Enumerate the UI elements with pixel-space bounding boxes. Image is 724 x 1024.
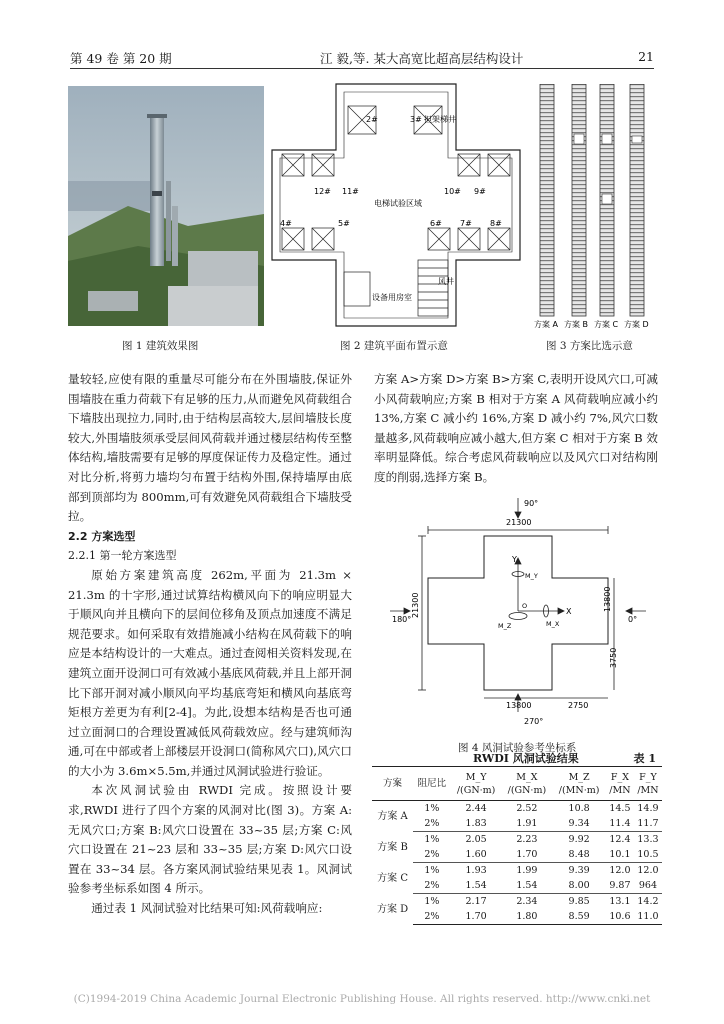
table-row: 方案 C 1% 1.93 1.99 9.39 12.0 12.0 xyxy=(377,865,659,884)
figure-4-coordinate-system xyxy=(388,494,650,730)
table-row: 2% 1.60 1.70 8.48 10.1 10.5 xyxy=(372,847,662,863)
subsection-heading-2-2-1: 2.2.1 第一轮方案选型 xyxy=(68,549,177,563)
section-heading-2-2: 2.2 方案选型 xyxy=(68,529,136,543)
plan-label-7: 7# xyxy=(460,219,472,228)
figure-3-scheme-comparison xyxy=(534,84,658,332)
angle-180-label: 180° xyxy=(392,615,412,624)
plan-label-stretcher: 担架梯井 xyxy=(424,115,456,124)
width-dimension: 21300 xyxy=(506,518,532,527)
scheme-a-label: 方案 A xyxy=(534,320,559,329)
inner-horizontal-dimension: 13800 xyxy=(506,701,532,710)
left-paragraph-2: 原始方案建筑高度 262m,平面为 21.3m × 21.3m 的十字形,通过试算结构横风向下的响应明显大于顺风向并且横向下的层间位移角及顶点加速度不满足规范要求。如何采取有效措施减小结构在风荷载下的响应是本结构设计的一大难点。通过查阅相关资料发现,在建筑立面开设洞口可有效减小基底风荷载,并且上部开洞比下部开洞对减小顺风向平均基底弯矩和横风向基底弯矩根方差更为有利[2-4]。为此,设想本结构是否也可通过立面洞口的合理设置减低风荷载效应。经与建筑师沟通,可在中部或者上部楼层开设洞口(简称风穴口),风穴口的大小为 3.6m×5.5m,并通过风洞试验进行验证。 xyxy=(68,567,352,778)
table-header-mx: M_X /(GN·m) xyxy=(502,767,553,801)
table-number: 表 1 xyxy=(633,752,656,765)
journal-volume: 第 49 卷 第 20 期 xyxy=(70,51,172,66)
page-number: 21 xyxy=(638,49,654,64)
angle-90-label: 90° xyxy=(524,499,539,508)
right-paragraph-1: 方案 A>方案 D>方案 B>方案 C,表明开设风穴口,可减小风荷载响应;方案 B 相对于方案 A 风荷载响应减小约 13%,方案 C 减小约 16%,方案 D 减小约 7%,风穴口数量越多,风荷载响应减小越大,但方案 C 相对于方案 B 效率明显降低。综合考虑风荷载响应以及风穴口对结构刚度的削弱,选择方案 B。 xyxy=(374,372,658,484)
table-row: 2% 1.54 1.54 8.00 9.87 964 xyxy=(372,878,662,894)
left-paragraph-3: 本次风洞试验由 RWDI 完成。按照设计要求,RWDI 进行了四个方案的风洞对比(图 3)。方案 A:无风穴口;方案 B:风穴口设置在 33~35 层;方案 C:风穴口设置在 21~23 层和 33~35 层;方案 D:风穴口设置在 33~34 层。各方案风洞试验结果见表 1。风洞试验参考坐标系如图 4 所示。 xyxy=(68,783,352,896)
scheme-d-label: 方案 D xyxy=(624,320,649,329)
plan-label-6: 6# xyxy=(430,219,442,228)
plan-label-11: 11# xyxy=(342,187,359,196)
edge-horizontal-dimension: 2750 xyxy=(568,701,589,710)
y-axis-label: Y xyxy=(512,555,517,564)
my-label: M_Y xyxy=(525,572,538,580)
height-dimension: 21300 xyxy=(411,592,420,618)
plan-label-4: 4# xyxy=(280,219,292,228)
angle-270-label: 270° xyxy=(524,717,544,726)
scheme-c-label: 方案 C xyxy=(594,320,619,329)
figure-1-building-rendering xyxy=(68,86,264,326)
page-header xyxy=(70,47,654,69)
figure-2-caption: 图 2 建筑平面布置示意 xyxy=(340,340,448,352)
plan-label-10: 10# xyxy=(444,187,461,196)
figure-3-caption: 图 3 方案比选示意 xyxy=(546,340,633,352)
plan-label-3: 3# xyxy=(410,115,422,124)
edge-vertical-dimension: 3750 xyxy=(609,647,618,668)
left-paragraph-4: 通过表 1 风洞试验对比结果可知:风荷载响应: xyxy=(91,901,323,916)
left-paragraph-1: 量较轻,应使有限的重量尽可能分布在外围墙肢,保证外围墙肢在重力荷载下有足够的压力,从而避免风荷载组合下墙肢出现拉力,同时,由于结构层高较大,层间墙肢长度较大,外围墙肢须承受层间风荷载并通过楼层结构传至整体结构,墙肢需要有足够的厚度保证传力及稳定性。通过对比分析,将剪力墙均匀布置于结构外围,保持墙厚由底部到顶部均为 800mm,可有效避免风荷载组合下墙肢受拉。 xyxy=(68,372,352,524)
table-row: 方案 A 1% 2.44 2.52 10.8 14.5 14.9 xyxy=(377,803,659,822)
table-row: 方案 D 1% 2.17 2.34 9.85 13.1 14.2 xyxy=(376,896,659,915)
inner-vertical-dimension: 13800 xyxy=(603,586,612,612)
left-column xyxy=(68,370,352,919)
table-row: 2% 1.70 1.80 8.59 10.6 11.0 xyxy=(372,909,662,925)
plan-label-zone: 电梯试验区域 xyxy=(374,199,422,208)
mx-label: M_X xyxy=(546,620,560,628)
figure-4-caption: 图 4 风洞试验参考坐标系 xyxy=(458,742,577,754)
plan-label-2: 2# xyxy=(366,115,378,124)
plan-label-12: 12# xyxy=(314,187,331,196)
table-header-fy: F_Y /MN xyxy=(634,767,662,801)
wind-tunnel-results-table xyxy=(372,766,662,925)
plan-label-8: 8# xyxy=(490,219,502,228)
table-title: RWDI 风洞试验结果 xyxy=(473,752,579,765)
table-header-my: M_Y /(GN·m) xyxy=(451,767,502,801)
plan-label-9: 9# xyxy=(474,187,486,196)
table-header-scheme: 方案 xyxy=(372,767,413,801)
x-axis-label: X xyxy=(566,607,572,616)
angle-0-label: 0° xyxy=(628,615,638,624)
copyright-footer: (C)1994-2019 China Academic Journal Electronic Publishing House. All rights reserved. http://www.cnki.net xyxy=(73,993,651,1005)
right-column xyxy=(374,370,658,488)
origin-label: O xyxy=(522,602,528,610)
running-title: 江 毅,等. 某大高宽比超高层结构设计 xyxy=(320,51,524,66)
figure-1-caption: 图 1 建筑效果图 xyxy=(122,340,199,352)
table-header-mz: M_Z /(MN·m) xyxy=(552,767,606,801)
plan-label-room: 设备用房室 xyxy=(372,293,412,302)
scheme-b-label: 方案 B xyxy=(564,320,589,329)
table-header-fx: F_X /MN xyxy=(606,767,634,801)
table-row: 2% 1.83 1.91 9.34 11.4 11.7 xyxy=(372,816,662,832)
plan-label-5: 5# xyxy=(338,219,350,228)
table-row: 方案 B 1% 2.05 2.23 9.92 12.4 13.3 xyxy=(377,834,659,853)
mz-label: M_Z xyxy=(498,622,512,630)
figure-2-floor-plan xyxy=(268,82,524,330)
table-header-damping: 阻尼比 xyxy=(413,767,451,801)
plan-label-wind: 风井 xyxy=(438,277,454,286)
